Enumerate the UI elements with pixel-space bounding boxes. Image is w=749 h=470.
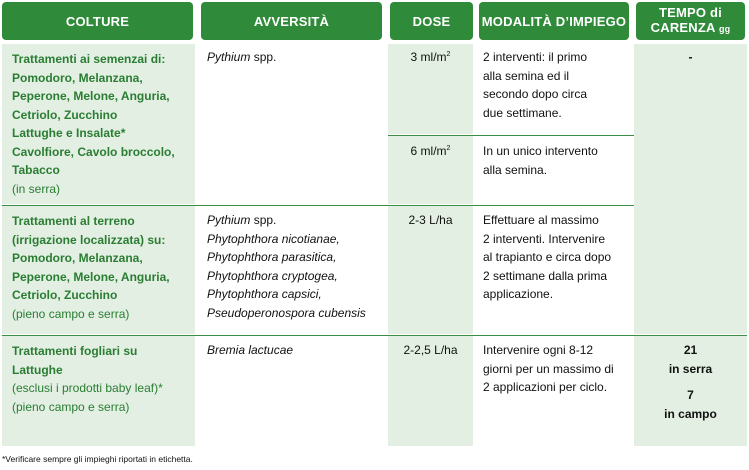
row3-colture-cell bbox=[2, 336, 195, 446]
row1-dose-b-sup: 2 bbox=[446, 145, 451, 152]
row2-avversita-line: Pseudoperonospora cubensis bbox=[207, 305, 366, 320]
row3-carenza-serra-num: 21 bbox=[683, 343, 698, 357]
row2-colture-note: (pieno campo e serra) bbox=[12, 306, 130, 321]
row2-modalita-line: al trapianto e circa dopo bbox=[483, 250, 612, 264]
row1-dose-b: 6 ml/m bbox=[410, 144, 447, 158]
row1-avversita-genus: Pythium bbox=[207, 50, 251, 64]
row3-colture-note: (esclusi i prodotti baby leaf)* bbox=[12, 381, 163, 395]
row3-carenza-serra-label: in serra bbox=[668, 361, 713, 376]
row1-colture-line: Peperone, Melone, Anguria, bbox=[12, 89, 170, 103]
row1-modalita-a-line: secondo dopo circa bbox=[483, 87, 588, 101]
row3-modalita-line: Intervenire ogni 8-12 bbox=[483, 343, 594, 357]
row2-dose-cell bbox=[388, 206, 473, 334]
row1-modalita-b-line: alla semina. bbox=[483, 162, 548, 177]
row2-colture-line: Peperone, Melone, Anguria, bbox=[12, 269, 170, 284]
row1-modalita-b-line: In un unico intervento bbox=[483, 144, 598, 158]
row2-avversita-genus: Pythium bbox=[207, 213, 251, 227]
row1-dose-b-cell bbox=[388, 136, 473, 204]
row2-colture-line: Pomodoro, Melanzana, bbox=[12, 251, 143, 265]
row3-colture-note: (pieno campo e serra) bbox=[12, 399, 130, 414]
row1-colture-line: Tabacco bbox=[12, 163, 60, 177]
row2-colture-line: Cetriolo, Zucchino bbox=[12, 288, 118, 302]
row1-dose-a-cell bbox=[388, 44, 473, 134]
row3-carenza-cell bbox=[634, 336, 747, 446]
row2-modalita-line: applicazione. bbox=[483, 287, 554, 301]
row3-avversita-cell bbox=[195, 336, 388, 446]
row1-modalita-a-cell bbox=[473, 44, 634, 134]
header-modalita: MODALITÀ D’IMPIEGO bbox=[479, 2, 629, 40]
row2-avversita-line: Phytophthora capsici, bbox=[207, 287, 322, 301]
header-tempo-unit: gg bbox=[718, 24, 731, 34]
row1-dose-a: 3 ml/m bbox=[410, 50, 447, 64]
header-colture: COLTURE bbox=[2, 2, 193, 40]
row1-modalita-a-line: 2 interventi: il primo bbox=[483, 50, 588, 64]
header-tempo-carenza bbox=[636, 2, 745, 40]
row2-colture-cell bbox=[2, 206, 195, 334]
row2-avversita-line: Phytophthora nicotianae, bbox=[207, 231, 340, 246]
row3-dose-cell bbox=[388, 336, 473, 446]
row3-colture-line: Trattamenti fogliari su bbox=[12, 344, 138, 358]
carenza-cell-merged bbox=[634, 44, 747, 334]
row3-carenza-campo-label: in campo bbox=[664, 406, 717, 421]
row2-modalita-line: Effettuare al massimo bbox=[483, 213, 599, 227]
row3-dose: 2-2,5 L/ha bbox=[403, 343, 458, 357]
row2-avversita-line: Phytophthora cryptogea, bbox=[207, 268, 338, 283]
row3-modalita-cell bbox=[473, 336, 634, 446]
row1-colture-line: Cetriolo, Zucchino bbox=[12, 107, 118, 122]
row1-colture-note: (in serra) bbox=[12, 181, 61, 196]
row1-modalita-a-line: alla semina ed il bbox=[483, 68, 570, 83]
row1-colture-line: Trattamenti ai semenzai di: bbox=[12, 52, 166, 66]
row2-modalita-cell bbox=[473, 206, 634, 334]
row2-avversita-suffix: spp. bbox=[250, 213, 277, 227]
header-avversita: AVVERSITÀ bbox=[201, 2, 382, 40]
row3-modalita-line: 2 applicazioni per ciclo. bbox=[483, 380, 608, 394]
row1-colture-line: Pomodoro, Melanzana, bbox=[12, 70, 143, 85]
row2-avversita-cell bbox=[195, 206, 388, 334]
row2-avversita-line: Phytophthora parasitica, bbox=[207, 250, 337, 264]
row1-modalita-b-cell bbox=[473, 136, 634, 204]
row1-colture-cell bbox=[2, 44, 195, 204]
header-tempo-line2: CARENZA gg bbox=[650, 20, 731, 35]
header-dose: DOSE bbox=[390, 2, 473, 40]
sub-row-divider bbox=[388, 135, 634, 136]
row1-dose-a-sup: 2 bbox=[446, 51, 451, 58]
row2-dose: 2-3 L/ha bbox=[408, 213, 453, 227]
row3-avversita: Bremia lactucae bbox=[207, 343, 294, 357]
row-divider bbox=[2, 335, 747, 336]
row1-colture-line: Lattughe e Insalate* bbox=[12, 126, 126, 140]
row3-modalita-line: giorni per un massimo di bbox=[483, 361, 614, 376]
row1-avversita-cell bbox=[195, 44, 388, 204]
row2-colture-line: (irrigazione localizzata) su: bbox=[12, 232, 166, 247]
row2-modalita-line: 2 settimane dalla prima bbox=[483, 268, 608, 283]
row-divider bbox=[2, 205, 634, 206]
header-tempo-line1: TEMPO di bbox=[659, 5, 722, 20]
row2-modalita-line: 2 interventi. Intervenire bbox=[483, 231, 606, 246]
row1-colture-line: Cavolfiore, Cavolo broccolo, bbox=[12, 144, 175, 159]
row2-colture-line: Trattamenti al terreno bbox=[12, 214, 135, 228]
row3-carenza-campo-num: 7 bbox=[687, 388, 694, 402]
row1-avversita-suffix: spp. bbox=[250, 50, 277, 64]
row1-carenza: - bbox=[688, 50, 693, 64]
row3-colture-line: Lattughe bbox=[12, 362, 63, 377]
row1-modalita-a-line: due settimane. bbox=[483, 105, 562, 120]
footnote: *Verificare sempre gli impieghi riportati in etichetta. bbox=[2, 454, 193, 464]
